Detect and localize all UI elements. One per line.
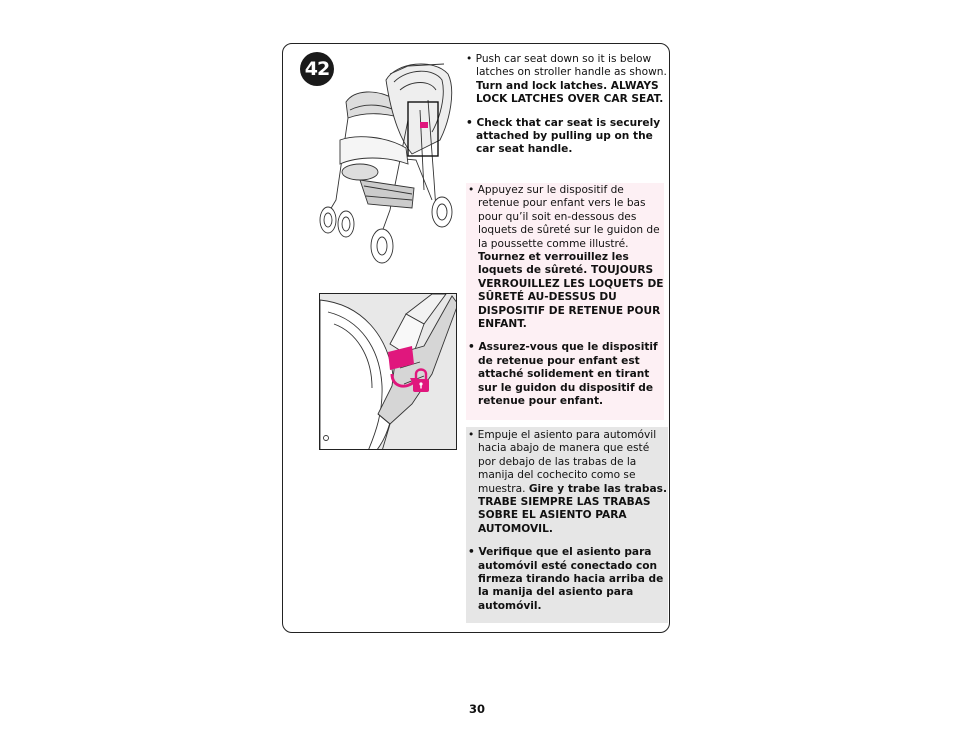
- step-number: 42: [304, 58, 330, 80]
- instructions-french: [466, 183, 664, 420]
- en-item-1: • Push car seat down so it is below latches on stroller handle as shown. Turn and lock latches. ALWAYS LOCK LATCHES OVER CAR SEAT.: [466, 53, 667, 106]
- es-item-2: • Verifique que el asiento para automóvil esté conectado con firmeza tirando hacia arriba de la manija del asiento para automóvil.: [468, 546, 664, 612]
- latch-detail-illustration: [319, 293, 457, 450]
- page-number: 30: [468, 702, 485, 716]
- instructions-english: [466, 53, 670, 157]
- es-item-1: • Empuje el asiento para automóvil hacia abajo de manera que esté por debajo de las trabas de la manija del cochecito como se muestra. Gire y trabe las trabas. TRABE SIEMPRE LAS TRABAS SOBRE EL ASIENTO PARA AUTOMOVIL.: [468, 429, 667, 535]
- fr-item-2: • Assurez-vous que le dispositif de retenue pour enfant est attaché solidement en tirant sur le guidon du dispositif de retenue pour enfant.: [468, 341, 658, 408]
- stroller-illustration: [316, 60, 458, 268]
- en-item-2: • Check that car seat is securely attached by pulling up on the car seat handle.: [466, 116, 661, 156]
- instructions-spanish: [466, 427, 668, 623]
- fr-item-1: • Appuyez sur le dispositif de retenue pour enfant vers le bas pour qu’il soit en-dessous des loquets de sûreté sur le guidon de la poussette comme illustré. Tournez et verrouillez les loquets de sûreté. TOUJOURS VERROUILLEZ LES LOQUETS DE SÛRETÉ AU-DESSUS DU DISPOSITIF DE RETENUE POUR ENFANT.: [468, 184, 664, 331]
